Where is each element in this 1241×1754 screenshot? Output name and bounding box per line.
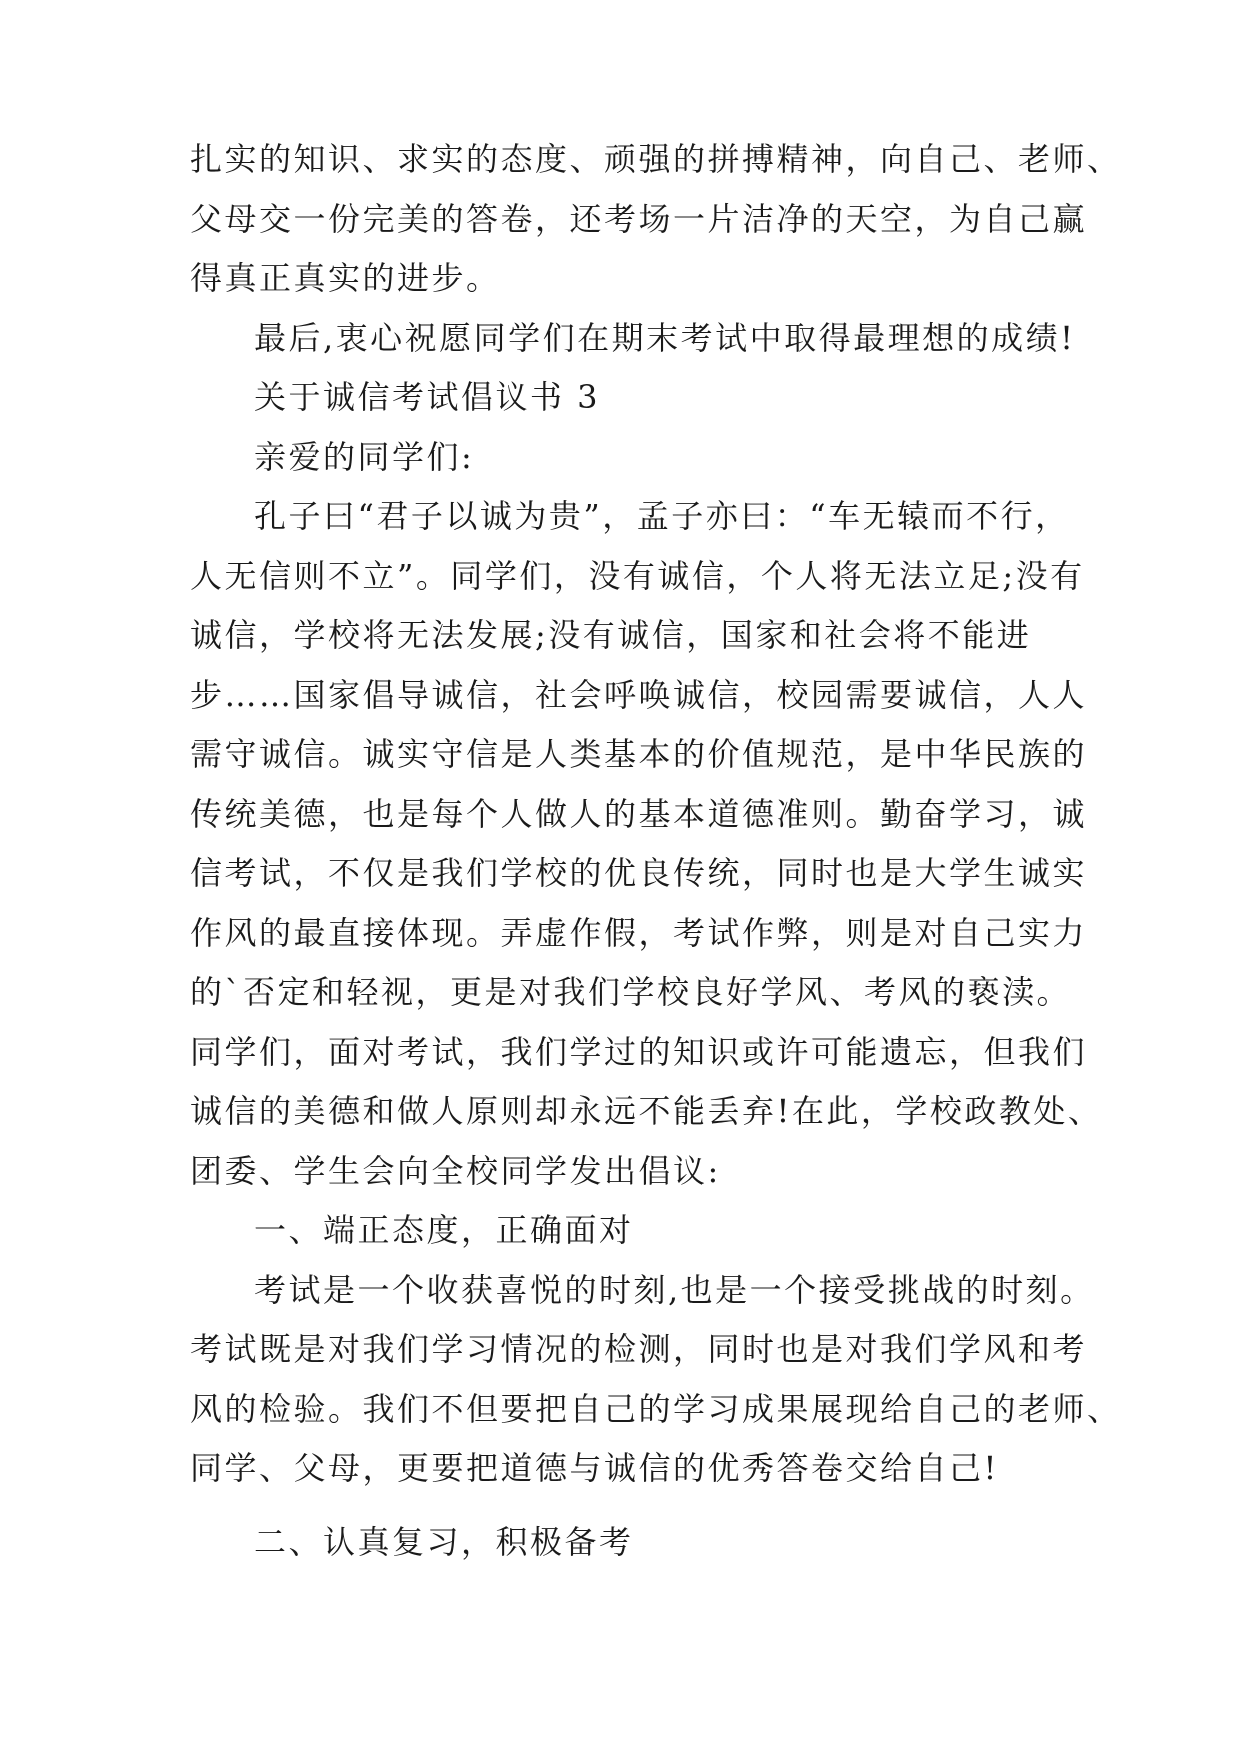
text-line: 作风的最直接体现。弄虚作假，考试作弊，则是对自己实力 bbox=[190, 913, 1088, 952]
text-line: 考试既是对我们学习情况的检测，同时也是对我们学风和考 bbox=[190, 1330, 1088, 1368]
subheading-1: 一、端正态度，正确面对 bbox=[254, 1211, 634, 1249]
text-line: 扎实的知识、求实的态度、顽强的拼搏精神，向自己、老师、 bbox=[190, 140, 1122, 178]
text-line: 考试是一个收获喜悦的时刻,也是一个接受挑战的时刻。 bbox=[254, 1270, 1095, 1309]
text-line: 团委、学生会向全校同学发出倡议: bbox=[190, 1151, 721, 1190]
text-line: 父母交一份完美的答卷，还考场一片洁净的天空，为自己赢 bbox=[190, 199, 1088, 238]
text-line: 的`否定和轻视，更是对我们学校良好学风、考风的亵渎。 bbox=[190, 973, 1072, 1011]
text-line: 风的检验。我们不但要把自己的学习成果展现给自己的老师、 bbox=[190, 1389, 1122, 1428]
subheading-2: 二、认真复习，积极备考 bbox=[254, 1522, 634, 1561]
text-line: 诚信，学校将无法发展;没有诚信，国家和社会将不能进 bbox=[190, 616, 1032, 654]
text-line: 信考试，不仅是我们学校的优良传统，同时也是大学生诚实 bbox=[190, 854, 1088, 892]
text-line: 得真正真实的进步。 bbox=[190, 259, 501, 297]
paragraph-gap bbox=[190, 1499, 1070, 1513]
closing-paragraph: 最后,衷心祝愿同学们在期末考试中取得最理想的成绩! bbox=[254, 318, 1076, 357]
text-line: 传统美德，也是每个人做人的基本道德准则。勤奋学习，诚 bbox=[190, 794, 1088, 833]
text-line: 需守诚信。诚实守信是人类基本的价值规范，是中华民族的 bbox=[190, 735, 1088, 773]
text-line: 孔子曰“君子以诚为贵”，孟子亦曰：“车无辕而不行， bbox=[254, 497, 1070, 535]
document-body bbox=[190, 130, 1122, 1572]
text-line: 步……国家倡导诚信，社会呼唤诚信，校园需要诚信，人人 bbox=[190, 675, 1088, 714]
salutation: 亲爱的同学们: bbox=[254, 437, 475, 476]
text-line: 同学、父母，更要把道德与诚信的优秀答卷交给自己! bbox=[190, 1449, 999, 1487]
text-line: 人无信则不立”。同学们，没有诚信，个人将无法立足;没有 bbox=[190, 556, 1085, 595]
section-title: 关于诚信考试倡议书 3 bbox=[254, 378, 601, 416]
text-line: 同学们，面对考试，我们学过的知识或许可能遗忘，但我们 bbox=[190, 1032, 1088, 1071]
text-line: 诚信的美德和做人原则却永远不能丢弃!在此，学校政教处、 bbox=[190, 1092, 1103, 1130]
